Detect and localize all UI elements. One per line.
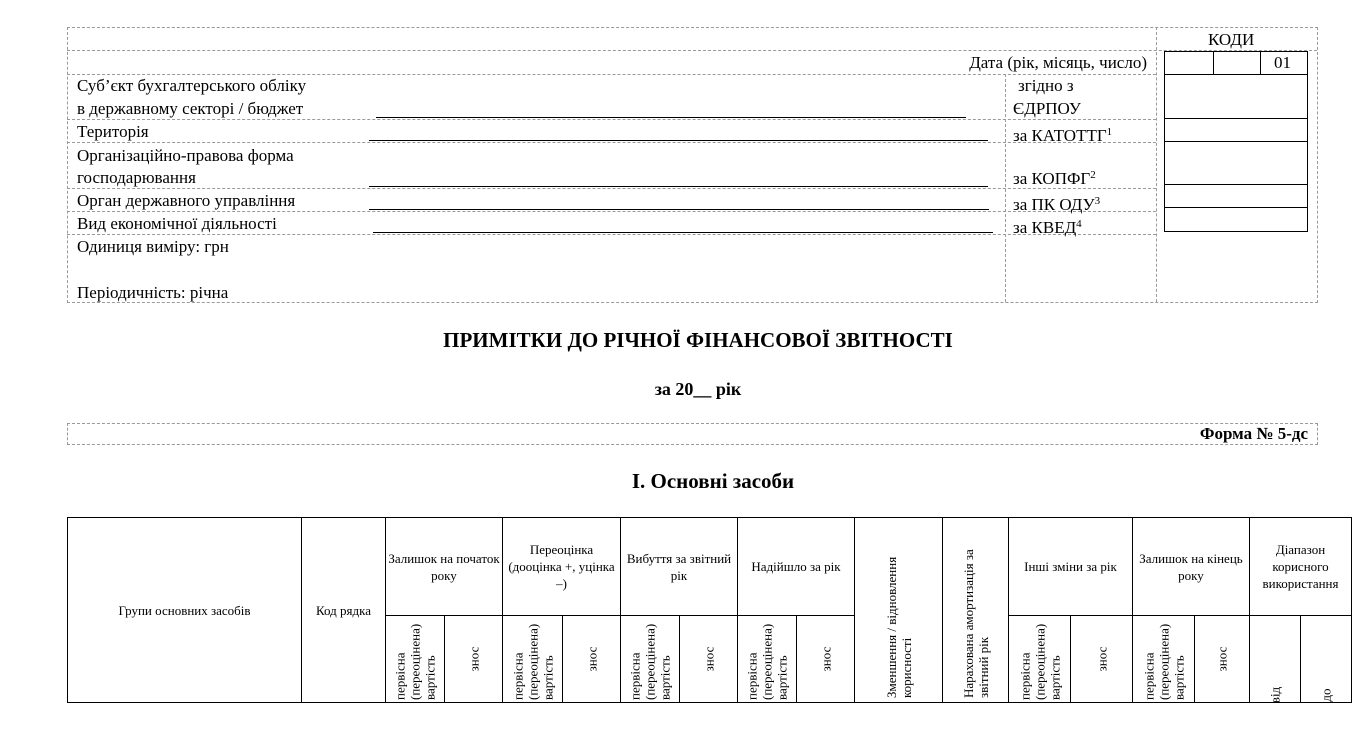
kved-label: за КВЕД$^4$ xyxy=(1013,218,1082,237)
fixed-assets-table xyxy=(67,517,1352,703)
useful-life-from-header: від xyxy=(1250,616,1301,703)
kopfg-label: за КОПФГ$^2$ xyxy=(1013,169,1096,188)
org-form-label-2: господарювання xyxy=(77,168,196,187)
section-title: І. Основні засоби xyxy=(631,469,795,493)
revaluation-cost-header: первісна (переоцінена) вартість xyxy=(503,616,563,703)
territory-label: Територія xyxy=(77,122,149,141)
doc-title: ПРИМІТКИ ДО РІЧНОЇ ФІНАНСОВОЇ ЗВІТНОСТІ xyxy=(443,328,953,352)
entity-input-line[interactable] xyxy=(376,117,966,118)
col-impairment-header: Зменшення / відновлення корисності xyxy=(855,518,943,703)
col-groups-header: Групи основних засобів xyxy=(68,518,302,703)
codes-title: КОДИ xyxy=(1208,30,1255,49)
pkodu-code-box[interactable] xyxy=(1164,184,1308,208)
activity-input-line[interactable] xyxy=(373,232,993,233)
col-revaluation-header: Переоцінка (дооцінка +, уцінка –) xyxy=(503,518,621,616)
disposal-dep-header: знос xyxy=(680,616,738,703)
entity-label-2: в державному секторі / бюджет xyxy=(77,99,304,118)
other-cost-header: первісна (переоцінена) вартість xyxy=(1009,616,1071,703)
received-cost-header: первісна (переоцінена) вартість xyxy=(738,616,797,703)
col-useful-life-header: Діапазон корисного використання xyxy=(1250,518,1352,616)
form-number: Форма № 5-дс xyxy=(1199,424,1308,443)
date-year-box[interactable] xyxy=(1164,51,1214,75)
pkodu-label: за ПК ОДУ$^3$ xyxy=(1013,195,1101,214)
org-form-input-line[interactable] xyxy=(369,186,988,187)
edrpou-label-1: згідно з xyxy=(1018,76,1074,95)
unit-label: Одиниця виміру: грн xyxy=(77,237,229,256)
col-balance-start-header: Залишок на початок року xyxy=(386,518,503,616)
balance-start-cost-header: первісна (переоцінена) вартість xyxy=(386,616,445,703)
date-month-box[interactable] xyxy=(1213,51,1261,75)
entity-label-1: Суб’єкт бухгалтерського обліку xyxy=(77,76,307,95)
col-depreciation-header: Нарахована амортизація за звітний рік xyxy=(943,518,1009,703)
date-label: Дата (рік, місяць, число) xyxy=(969,53,1147,72)
date-code-value: 01 xyxy=(1274,53,1291,72)
edrpou-label-2: ЄДРПОУ xyxy=(1013,99,1081,118)
other-dep-header: знос xyxy=(1071,616,1133,703)
periodicity-label: Періодичність: річна xyxy=(77,283,229,302)
activity-label: Вид економічної діяльності xyxy=(77,214,277,233)
org-form-label-1: Організаційно-правова форма xyxy=(77,146,294,165)
col-received-header: Надійшло за рік xyxy=(738,518,855,616)
authority-label: Орган державного управління xyxy=(77,191,296,210)
balance-start-dep-header: знос xyxy=(445,616,503,703)
doc-year: за 20__ рік xyxy=(654,379,742,399)
balance-end-cost-header: первісна (переоцінена) вартість xyxy=(1133,616,1195,703)
balance-end-dep-header: знос xyxy=(1195,616,1250,703)
katottg-label: за КАТОТТГ$^1$ xyxy=(1013,126,1113,145)
disposal-cost-header: первісна (переоцінена) вартість xyxy=(621,616,680,703)
col-code-header: Код рядка xyxy=(302,518,386,703)
col-other-header: Інші зміни за рік xyxy=(1009,518,1133,616)
authority-input-line[interactable] xyxy=(369,209,989,210)
useful-life-to-header: до xyxy=(1301,616,1352,703)
col-balance-end-header: Залишок на кінець року xyxy=(1133,518,1250,616)
edrpou-code-box[interactable] xyxy=(1164,74,1308,119)
kved-code-box[interactable] xyxy=(1164,207,1308,232)
revaluation-dep-header: знос xyxy=(563,616,621,703)
col-disposal-header: Вибуття за звітний рік xyxy=(621,518,738,616)
katottg-code-box[interactable] xyxy=(1164,118,1308,142)
kopfg-code-box[interactable] xyxy=(1164,141,1308,185)
received-dep-header: знос xyxy=(797,616,855,703)
territory-input-line[interactable] xyxy=(369,140,988,141)
form-number-box xyxy=(67,423,1318,445)
